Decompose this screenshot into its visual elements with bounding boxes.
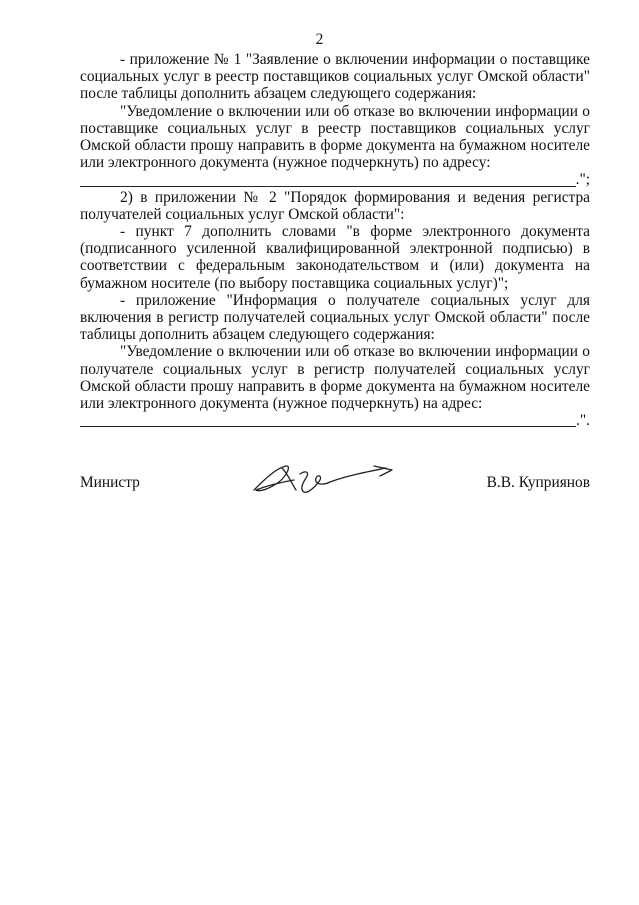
blank-line-ending: ."; xyxy=(575,171,590,189)
paragraph-point-7: - пункт 7 дополнить словами "в форме электронного документа (подписанного усиленной квалифицированной электронной подписью) в соответствии с федеральным законодательством и (или) документа на бумажном носителе (по выбору поставщика социальных услуг)"; xyxy=(80,223,590,292)
handwritten-signature xyxy=(246,460,396,500)
paragraph-notice-recipient: "Уведомление о включении или об отказе во включении информации о получателе социальных услуг в регистр получателей социальных услуг Омской области прошу направить в форме документа на бумажном носителе или электронного документа (нужное подчеркнуть) на адрес: xyxy=(80,343,590,413)
blank-line-ending: .". xyxy=(576,412,590,430)
address-blank-line-2 xyxy=(80,412,590,429)
paragraph-appendix-2: 2) в приложении № 2 "Порядок формирования и ведения регистра получателей социальных услуг Омской области": xyxy=(80,188,590,223)
page-number: 2 xyxy=(315,31,324,48)
paragraph-notice-supplier: "Уведомление о включении или об отказе во включении информации о поставщике социальных услуг в реестр поставщиков социальных услуг Омской области прошу направить в форме документа на бумажном носителе или электронного документа (нужное подчеркнуть) по адресу: xyxy=(80,102,590,172)
blank-underline xyxy=(80,174,576,187)
address-blank-line-1 xyxy=(80,171,590,188)
blank-underline xyxy=(80,414,576,427)
document-body xyxy=(80,51,590,429)
signatory-title: Министр xyxy=(80,474,140,491)
signatory-name: В.В. Куприянов xyxy=(486,474,590,491)
paragraph-appendix-info: - приложение "Информация о получателе социальных услуг для включения в регистр получателей социальных услуг Омской области" после таблицы дополнить абзацем следующего содержания: xyxy=(80,291,590,344)
paragraph-appendix-1: - приложение № 1 "Заявление о включении информации о поставщике социальных услуг в реестр поставщиков социальных услуг Омской области" после таблицы дополнить абзацем следующего содержания: xyxy=(80,51,590,103)
signature-block xyxy=(80,470,590,510)
